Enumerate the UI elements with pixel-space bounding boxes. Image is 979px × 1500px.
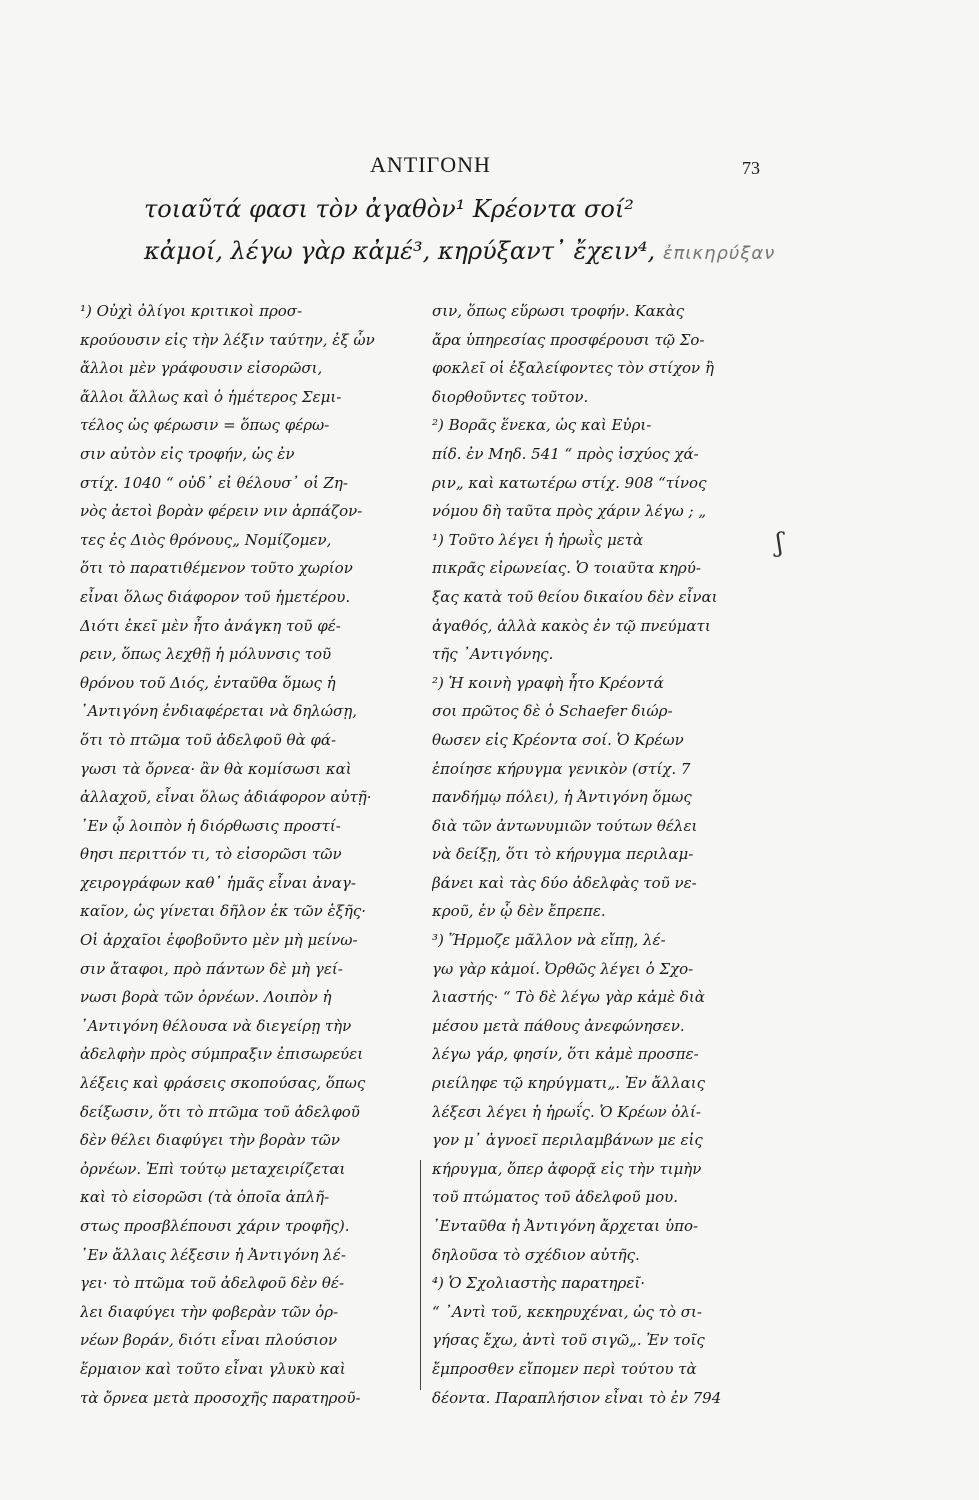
- footnote-line: διορθοῦντες τοῦτον.: [432, 387, 589, 406]
- footnote-line: ¹) Οὐχὶ ὀλίγοι κριτικοὶ προσ-: [80, 302, 303, 320]
- footnote-line: σιν, ὅπως εὕρωσι τροφήν. Κακὰς: [432, 302, 685, 320]
- footnote-line: γον μ᾽ ἀγνοεῖ περιλαμβάνων με εἰς: [432, 1131, 703, 1150]
- footnote-line: ²) Ἡ κοινὴ γραφὴ ἦτο Κρέοντά: [432, 673, 664, 692]
- footnote-line: μέσου μετὰ πάθους ἀνεφώνησεν.: [432, 1016, 685, 1035]
- footnote-line: σοι πρῶτος δὲ ὁ Schaefer διώρ-: [432, 702, 673, 721]
- footnote-line: τῆς ᾽Αντιγόνης.: [432, 645, 554, 664]
- footnote-line: πίδ. ἐν Μηδ. 541 “ πρὸς ἰσχύος χά-: [432, 444, 699, 463]
- footnote-line: δείξωσιν, ὅτι τὸ πτῶμα τοῦ ἀδελφοῦ: [80, 1102, 360, 1121]
- footnote-line: ᾽Εν ἄλλαις λέξεσιν ἡ Ἀντιγόνη λέ-: [80, 1245, 346, 1264]
- footnote-line: δηλοῦσα τὸ σχέδιον αὐτῆς.: [432, 1245, 640, 1264]
- footnote-line: λέξεσι λέγει ἡ ἡρωΐς. Ὁ Κρέων ὀλί-: [432, 1102, 701, 1121]
- footnote-line: ἄρα ὑπηρεσίας προσφέρουσι τῷ Σο-: [432, 330, 705, 349]
- footnote-line: ᾽Αντιγόνη θέλουσα νὰ διεγείρῃ τὴν: [80, 1016, 352, 1035]
- footnote-line: ᾽Αντιγόνη ἐνδιαφέρεται νὰ δηλώσῃ,: [80, 702, 357, 721]
- column-divider-mark: [420, 1160, 421, 1390]
- footnote-line: ⁴) Ὁ Σχολιαστὴς παρατηρεῖ·: [432, 1274, 645, 1293]
- footnote-line: σιν αὐτὸν εἰς τροφήν, ὡς ἐν: [80, 444, 295, 463]
- footnote-line: γω γὰρ κἀμοί. Ὀρθῶς λέγει ὁ Σχο-: [432, 959, 694, 978]
- footnote-line: ρειν, ὅπως λεχθῇ ἡ μόλυνσις τοῦ: [80, 645, 332, 664]
- footnote-line: φοκλεῖ οἱ ἐξαλείφοντες τὸν στίχον ἢ: [432, 359, 714, 378]
- footnote-line: γωσι τὰ ὄρνεα· ἂν θὰ κομίσωσι καὶ: [80, 759, 352, 778]
- footnote-line: διὰ τῶν ἀντωνυμιῶν τούτων θέλει: [432, 816, 698, 835]
- footnote-line: ἔμπροσθεν εἴπομεν περὶ τούτου τὰ: [432, 1359, 697, 1378]
- footnote-line: τοῦ πτώματος τοῦ ἀδελφοῦ μου.: [432, 1188, 678, 1207]
- footnotes-right-column: [432, 297, 768, 1412]
- verse-line-2-text: κἀμοί, λέγω γὰρ κἀμέ³, κηρύξαντ᾽ ἔχειν⁴,: [144, 237, 656, 265]
- footnote-line: γήσας ἔχω, ἀντὶ τοῦ σιγῶ„. Ἐν τοῖς: [432, 1331, 705, 1350]
- footnote-line: γει· τὸ πτῶμα τοῦ ἀδελφοῦ δὲν θέ-: [80, 1274, 345, 1293]
- footnote-line: ἕρμαιον καὶ τοῦτο εἶναι γλυκὺ καὶ: [80, 1359, 346, 1378]
- footnote-line: πικρᾶς εἰρωνείας. Ὁ τοιαῦτα κηρύ-: [432, 559, 701, 578]
- footnote-line: εἶναι ὅλως διάφορον τοῦ ἡμετέρου.: [80, 587, 351, 606]
- footnote-line: νόμου δὴ ταῦτα πρὸς χάριν λέγω ; „: [432, 502, 707, 521]
- footnote-line: δὲν θέλει διαφύγει τὴν βορὰν τῶν: [80, 1131, 340, 1150]
- footnote-line: θρόνου τοῦ Διός, ἐνταῦθα ὅμως ἡ: [80, 673, 336, 692]
- footnote-line: θωσεν εἰς Κρέοντα σοί. Ὁ Κρέων: [432, 730, 684, 749]
- footnote-line: λέγω γάρ, φησίν, ὅτι κἀμὲ προσπε-: [432, 1045, 699, 1064]
- footnote-line: νὰ δείξῃ, ὅτι τὸ κήρυγμα περιλαμ-: [432, 845, 694, 864]
- footnote-line: ἀλλαχοῦ, εἶναι ὅλως ἀδιάφορον αὐτῇ·: [80, 788, 372, 807]
- footnote-line: “ ᾽Αντὶ τοῦ, κεκηρυχέναι, ὡς τὸ σι-: [432, 1302, 702, 1321]
- footnotes-left-column: [80, 297, 412, 1412]
- footnote-line: σιν ἄταφοι, πρὸ πάντων δὲ μὴ γεί-: [80, 959, 343, 978]
- verse-line-2: [144, 230, 864, 275]
- footnote-line: ἀδελφὴν πρὸς σύμπραξιν ἐπισωρεύει: [80, 1045, 364, 1064]
- footnote-line: βάνει καὶ τὰς δύο ἀδελφὰς τοῦ νε-: [432, 873, 697, 892]
- footnote-line: νέων βοράν, διότι εἶναι πλούσιον: [80, 1331, 338, 1350]
- footnote-line: ριείληφε τῷ κηρύγματι„. Ἐν ἄλλαις: [432, 1074, 706, 1093]
- footnote-line: καὶ τὸ εἰσορῶσι (τὰ ὁποῖα ἁπλῆ-: [80, 1188, 330, 1207]
- footnote-line: κήρυγμα, ὅπερ ἀφορᾷ εἰς τὴν τιμὴν: [432, 1159, 702, 1178]
- margin-pencil-mark: ʃ: [776, 528, 784, 558]
- footnote-line: ¹) Τοῦτο λέγει ἡ ἡρωῒς μετὰ: [432, 530, 644, 549]
- footnote-line: θησι περιττόν τι, τὸ εἰσορῶσι τῶν: [80, 845, 342, 864]
- footnote-line: ὀρνέων. Ἐπὶ τούτῳ μεταχειρίζεται: [80, 1159, 346, 1178]
- footnote-line: στίχ. 1040 “ οὐδ᾽ εἰ θέλουσ᾽ οἱ Ζη-: [80, 473, 348, 492]
- footnote-line: ἐποίησε κήρυγμα γενικὸν (στίχ. 7: [432, 759, 691, 778]
- footnote-line: Οἱ ἀρχαῖοι ἐφοβοῦντο μὲν μὴ μείνω-: [80, 931, 358, 950]
- footnote-line: κρούουσιν εἰς τὴν λέξιν ταύτην, ἐξ ὧν: [80, 330, 375, 349]
- footnote-line: ὅτι τὸ πτῶμα τοῦ ἀδελφοῦ θὰ φά-: [80, 730, 337, 749]
- footnote-line: τέλος ὡς φέρωσιν = ὅπως φέρω-: [80, 416, 330, 435]
- footnote-line: ³) Ἥρμοζε μᾶλλον νὰ εἴπῃ, λέ-: [432, 931, 666, 950]
- handwritten-annotation: ἐπικηρύξαν: [662, 243, 776, 264]
- footnote-line: κροῦ, ἐν ᾧ δὲν ἔπρεπε.: [432, 902, 606, 921]
- footnote-line: ²) Βορᾶς ἕνεκα, ὡς καὶ Εὐρι-: [432, 416, 652, 435]
- footnote-line: στως προσβλέπουσι χάριν τροφῆς).: [80, 1217, 350, 1235]
- footnote-line: ξας κατὰ τοῦ θείου δικαίου δὲν εἶναι: [432, 587, 718, 606]
- footnote-line: ὅτι τὸ παρατιθέμενον τοῦτο χωρίον: [80, 559, 353, 578]
- verse-block: [144, 188, 864, 275]
- footnote-line: ᾽Εν ᾧ λοιπὸν ἡ διόρθωσις προστί-: [80, 816, 341, 835]
- verse-line-1: τοιαῦτά φασι τὸν ἀγαθὸν¹ Κρέοντα σοί²: [144, 195, 634, 223]
- footnote-line: ᾽Ενταῦθα ἡ Ἀντιγόνη ἄρχεται ὑπο-: [432, 1217, 699, 1235]
- footnote-line: ἀγαθός, ἀλλὰ κακὸς ἐν τῷ πνεύματι: [432, 616, 711, 635]
- footnote-line: νωσι βορὰ τῶν ὀρνέων. Λοιπὸν ἡ: [80, 988, 332, 1007]
- footnote-line: ριν„ καὶ κατωτέρω στίχ. 908 “τίνος: [432, 473, 707, 492]
- footnote-line: τὰ ὄρνεα μετὰ προσοχῆς παρατηροῦ-: [80, 1388, 361, 1407]
- footnote-line: Διότι ἐκεῖ μὲν ἦτο ἀνάγκη τοῦ φέ-: [80, 616, 341, 635]
- footnote-line: δέοντα. Παραπλήσιον εἶναι τὸ ἐν 794: [432, 1388, 722, 1407]
- footnote-line: ἄλλοι μὲν γράφουσιν εἰσορῶσι,: [80, 359, 323, 378]
- footnote-line: λει διαφύγει τὴν φοβερὰν τῶν ὀρ-: [80, 1302, 339, 1321]
- footnote-line: ἄλλοι ἄλλως καὶ ὁ ἡμέτερος Σεμι-: [80, 387, 342, 406]
- footnote-line: πανδήμῳ πόλει), ἡ Ἀντιγόνη ὅμως: [432, 788, 692, 807]
- footnote-line: λέξεις καὶ φράσεις σκοπούσας, ὅπως: [80, 1074, 366, 1093]
- footnote-line: χειρογράφων καθ᾽ ἡμᾶς εἶναι ἀναγ-: [80, 873, 356, 892]
- footnote-line: καῖον, ὡς γίνεται δῆλον ἐκ τῶν ἑξῆς·: [80, 902, 367, 921]
- footnote-line: νὸς ἀετοὶ βορὰν φέρειν νιν ἁρπάζον-: [80, 502, 363, 521]
- page-number: 73: [742, 158, 760, 178]
- running-header-title: ΑΝΤΙΓΟΝΗ: [370, 152, 491, 177]
- footnote-line: λιαστής· “ Τὸ δὲ λέγω γὰρ κἀμὲ διὰ: [432, 988, 705, 1007]
- footnote-line: τες ἐς Διὸς θρόνους„ Νομίζομεν,: [80, 530, 332, 549]
